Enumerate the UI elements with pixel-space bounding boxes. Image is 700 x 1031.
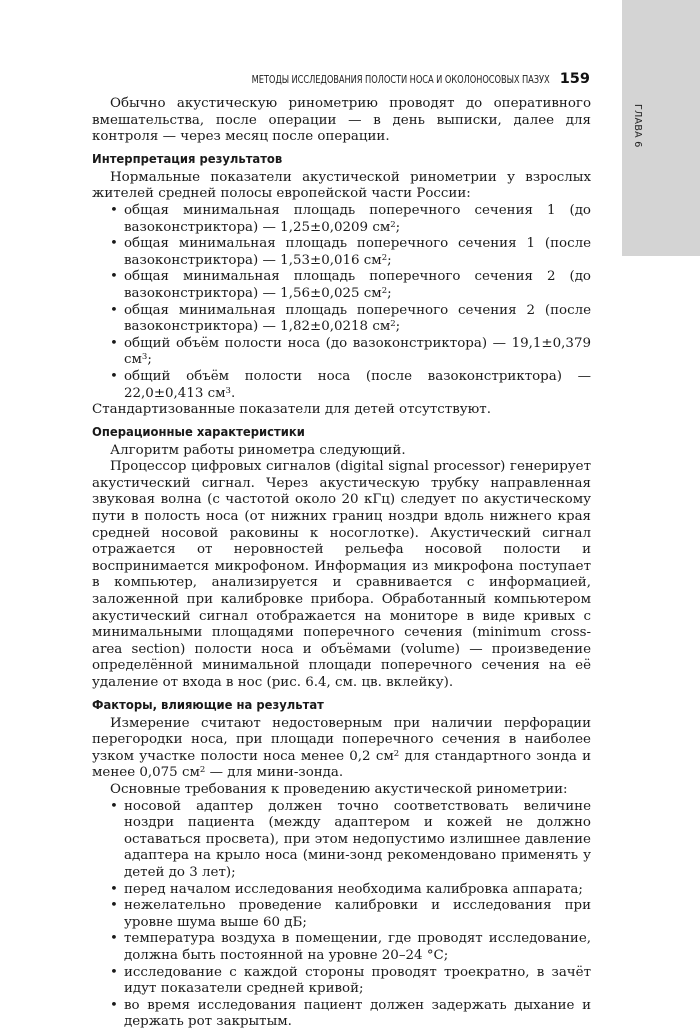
- list-item: • общая минимальная площадь поперечного сечения 1 (до вазоконстриктора) — 1,25±0,0209 $см^2$;: [92, 203, 591, 236]
- operational-heading: Операционные характеристики: [92, 423, 305, 439]
- running-head: [230, 71, 590, 87]
- page-number: 159: [559, 71, 590, 87]
- factors-paragraph-1: Измерение считают недостоверным при наличии перфорации перегородки носа, при площади поперечного сечения в наиболее узком участке полости носа менее 0,2 $см^2$ для стандартного зонда и менее 0,075 $см^2$ — для мини-зонда.: [92, 715, 592, 781]
- list-item: • перед началом исследования необходима калибровка аппарата;: [92, 882, 591, 899]
- chapter-tab-label: ГЛАВА 6: [632, 104, 643, 148]
- list-item: • во время исследования пациент должен задержать дыхание и держать рот закрытым.: [92, 998, 591, 1031]
- list-item: • носовой адаптер должен точно соответствовать величине ноздри пациента (между адаптером и кожей не должно оставаться просвета), при этом недопустимо излишнее давление адаптера на крыло носа (мини-зонд рекомендовано применять у детей до 3 лет);: [92, 799, 591, 882]
- list-item: • общий объём полости носа (до вазоконстриктора) — 19,1±0,379 $см^3$;: [92, 336, 591, 369]
- normal-values-list: [92, 203, 591, 402]
- list-item: • температура воздуха в помещении, где проводят исследование, должна быть постоянной на уровне 20–24 °С;: [92, 931, 591, 964]
- page-body: [92, 96, 591, 1031]
- factors-paragraph-2: Основные требования к проведению акустической ринометрии:: [110, 781, 568, 797]
- interpretation-heading: Интерпретация результатов: [92, 150, 283, 166]
- children-note: Стандартизованные показатели для детей отсутствуют.: [92, 402, 491, 418]
- operational-paragraph-1: Алгоритм работы ринометра следующий.: [110, 442, 406, 458]
- list-item: • общая минимальная площадь поперечного сечения 2 (после вазоконстриктора) — 1,82±0,0218 $см^2$;: [92, 303, 591, 336]
- list-item: • общая минимальная площадь поперечного сечения 2 (до вазоконстриктора) — 1,56±0,025 $см^2$;: [92, 269, 591, 302]
- running-head-title: МЕТОДЫ ИССЛЕДОВАНИЯ ПОЛОСТИ НОСА И ОКОЛОНОСОВЫХ ПАЗУХ: [251, 74, 550, 86]
- list-item: • исследование с каждой стороны проводят троекратно, в зачёт идут показатели средней кривой;: [92, 965, 591, 998]
- list-item: • общий объём полости носа (после вазоконстриктора) — 22,0±0,413 $см^3$.: [92, 369, 591, 402]
- list-item: • общая минимальная площадь поперечного сечения 1 (после вазоконстриктора) — 1,53±0,016 $см^2$;: [92, 236, 591, 269]
- requirements-list: [92, 799, 591, 1031]
- factors-heading: Факторы, влияющие на результат: [92, 696, 324, 712]
- list-item: • нежелательно проведение калибровки и исследования при уровне шума выше 60 дБ;: [92, 898, 591, 931]
- interpretation-lead: Нормальные показатели акустической ринометрии у взрослых жителей средней полосы европейской части России:: [92, 169, 591, 202]
- intro-paragraph: Обычно акустическую ринометрию проводят до оперативного вмешательства, после операции — в день выписки, далее для контроля — через месяц после операции.: [92, 96, 591, 145]
- operational-paragraph-2: Процессор цифровых сигналов (digital signal processor) генерирует акустический сигнал. Через акустическую трубку направленная звуковая волна (с частотой около 20 кГц) следует по акустическому пути в полость носа (от нижних границ ноздри вдоль нижнего края средней носовой раковины к носоглотке). Акустический сигнал отражается от неровностей рельефа носовой полости и воспринимается микрофоном. Информация из микрофона поступает в компьютер, анализируется и сравнивается с информацией, заложенной при калибровке прибора. Обработанный компьютером акустический сигнал отображается на мониторе в виде кривых с минимальными площадями поперечного сечения (minimum cross-area section) полости носа и объёмами (volume) — произведение определённой минимальной площади поперечного сечения на её удаление от входа в нос (рис. 6.4, см. цв. вклейку).: [92, 459, 591, 690]
